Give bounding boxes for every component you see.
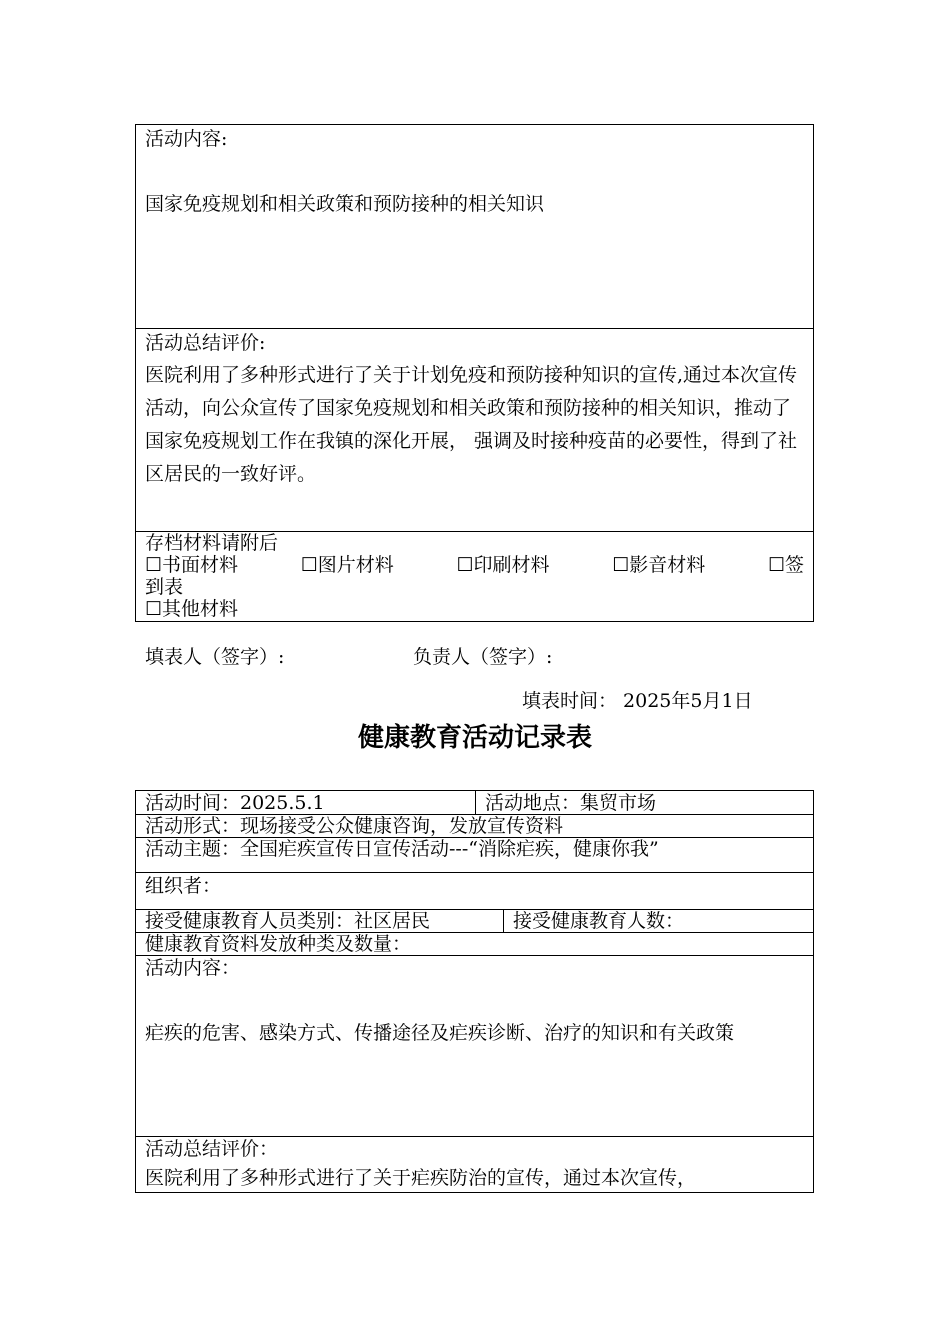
lower-record-table — [135, 790, 814, 1193]
activity-location: 活动地点：集贸市场 — [485, 792, 657, 814]
page-title: 健康教育活动记录表 — [357, 723, 592, 753]
checkbox-written-material[interactable]: ☐书面材料 — [145, 554, 239, 576]
archive-section — [136, 532, 813, 620]
checkbox-signin-sheet[interactable]: ☐签 — [767, 554, 804, 576]
upper-content-label: 活动内容: — [145, 128, 228, 150]
audience-count: 接受健康教育人数： — [513, 910, 685, 932]
lower-divider-3 — [136, 872, 813, 873]
checkbox-printed-material[interactable]: ☐印刷材料 — [456, 554, 550, 576]
checkbox-audiovisual-material[interactable]: ☐影音材料 — [612, 554, 706, 576]
fill-date: 填表时间： 2025年5月1日 — [522, 690, 753, 712]
lower-summary-text: 医院利用了多种形式进行了关于疟疾防治的宣传，通过本次宣传， — [145, 1167, 697, 1189]
organizer: 组织者： — [145, 875, 222, 897]
archive-label: 存档材料请附后 — [145, 532, 279, 554]
lower-summary-label: 活动总结评价： — [145, 1138, 279, 1160]
checkbox-other-material[interactable]: ☐其他材料 — [145, 598, 239, 620]
upper-content-text: 国家免疫规划和相关政策和预防接种的相关知识 — [145, 193, 545, 215]
upper-summary-text: 医院利用了多种形式进行了关于计划免疫和预防接种知识的宣传,通过本次宣传活动，向公众宣传了国家免疫规划和相关政策和预防接种的相关知识，推动了国家免疫规划工作在我镇的深化开展， 强调及时接种疫苗的必要性，得到了社区居民的一致好评。 — [145, 364, 798, 485]
activity-time: 活动时间：2025.5.1 — [145, 792, 325, 814]
responsible-signature-label: 负责人（签字）: — [413, 646, 553, 668]
checkbox-picture-material[interactable]: ☐图片材料 — [300, 554, 394, 576]
checkbox-signin-sheet-wrap: 到表 — [145, 576, 184, 598]
audience-type: 接受健康教育人员类别：社区居民 — [145, 910, 431, 932]
archive-checkbox-row — [145, 554, 804, 576]
activity-theme: 活动主题：全国疟疾宣传日宣传活动---“消除疟疾，健康你我” — [145, 838, 659, 860]
upper-record-table — [135, 124, 814, 622]
upper-summary-label: 活动总结评价: — [145, 332, 266, 354]
activity-form: 活动形式：现场接受公众健康咨询，发放宣传资料 — [145, 815, 564, 837]
lower-content-label: 活动内容： — [145, 957, 241, 979]
filler-signature-label: 填表人（签字）: — [145, 646, 285, 668]
upper-divider-1 — [136, 328, 813, 329]
lower-content-text: 疟疾的危害、感染方式、传播途径及疟疾诊断、治疗的知识和有关政策 — [145, 1022, 735, 1044]
materials-distributed: 健康教育资料发放种类及数量： — [145, 933, 412, 955]
